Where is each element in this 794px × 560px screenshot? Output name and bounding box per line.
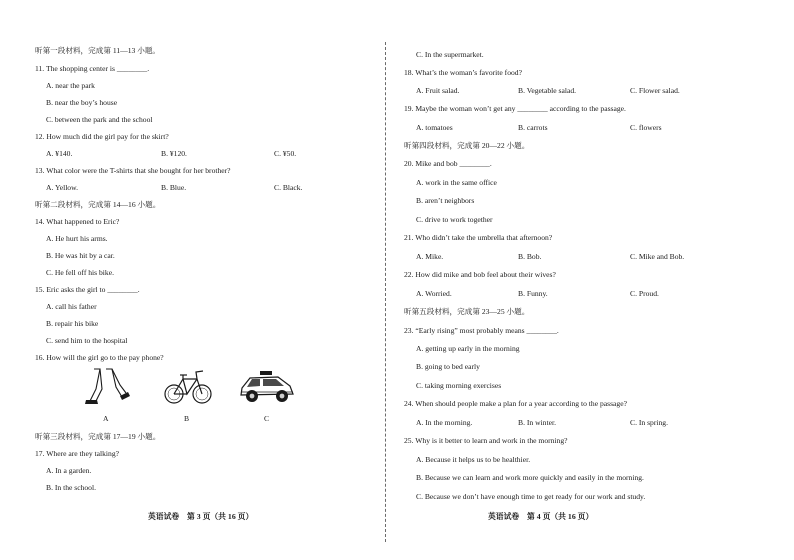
section-2-instruction: 听第二段材料，完成第 14—16 小题。	[35, 200, 161, 209]
question-18-option-c: C. Flower salad.	[630, 86, 680, 95]
question-24-stem: 24. When should people make a plan for a year according to the passage?	[404, 399, 627, 408]
question-13-option-b: B. Blue.	[161, 183, 187, 192]
question-23-option-c: C. taking morning exercises	[416, 381, 502, 390]
question-23-option-a: A. getting up early in the morning	[416, 344, 520, 353]
question-19-stem: 19. Maybe the woman won’t get any ________ according to the passage.	[404, 104, 626, 113]
section-3-instruction: 听第三段材料，完成第 17—19 小题。	[35, 432, 161, 441]
question-15-option-a: A. call his father	[46, 302, 97, 311]
question-22-option-b: B. Funny.	[518, 289, 548, 298]
picture-label-a: A	[103, 414, 109, 423]
question-23-option-b: B. going to bed early	[416, 362, 480, 371]
section-1-instruction: 听第一段材料，完成第 11—13 小题。	[35, 46, 161, 55]
question-22-stem: 22. How did mike and bob feel about their wives?	[404, 270, 556, 279]
question-25-option-a: A. Because it helps us to be healthier.	[416, 455, 531, 464]
question-17-option-a: A. In a garden.	[46, 466, 92, 475]
question-22-option-a: A. Worried.	[416, 289, 452, 298]
question-21-option-c: C. Mike and Bob.	[630, 252, 685, 261]
question-14-option-c: C. He fell off his bike.	[46, 268, 114, 277]
question-12-stem: 12. How much did the girl pay for the skirt?	[35, 132, 169, 141]
right-page-footer: 英语试卷 第 4 页（共 16 页）	[488, 512, 594, 521]
question-24-option-a: A. In the morning.	[416, 418, 473, 427]
question-23-stem: 23. “Early rising” most probably means ________.	[404, 326, 559, 335]
question-19-option-c: C. flowers	[630, 123, 662, 132]
question-17-option-b: B. In the school.	[46, 483, 96, 492]
right-page-column	[387, 0, 794, 560]
picture-label-c: C	[264, 414, 270, 423]
question-18-stem: 18. What’s the woman’s favorite food?	[404, 68, 522, 77]
left-page-footer: 英语试卷 第 3 页（共 16 页）	[148, 512, 254, 521]
question-21-stem: 21. Who didn’t take the umbrella that afternoon?	[404, 233, 553, 242]
question-12-option-a: A. ¥140.	[46, 149, 73, 158]
question-25-option-b: B. Because we can learn and work more quickly and easily in the morning.	[416, 473, 644, 482]
walking-legs-picture	[80, 367, 132, 409]
question-15-option-b: B. repair his bike	[46, 319, 99, 328]
question-24-option-c: C. In spring.	[630, 418, 668, 427]
question-13-stem: 13. What color were the T-shirts that she bought for her brother?	[35, 166, 231, 175]
question-18-option-a: A. Fruit salad.	[416, 86, 460, 95]
question-21-option-b: B. Bob.	[518, 252, 542, 261]
page-divider	[385, 42, 386, 542]
question-17-option-c: C. In the supermarket.	[416, 50, 484, 59]
question-20-option-a: A. work in the same office	[416, 178, 497, 187]
picture-label-b: B	[184, 414, 190, 423]
question-18-option-b: B. Vegetable salad.	[518, 86, 577, 95]
section-4-instruction: 听第四段材料，完成第 20—22 小题。	[404, 141, 530, 150]
question-24-option-b: B. In winter.	[518, 418, 556, 427]
question-11-option-b: B. near the boy’s house	[46, 98, 118, 107]
question-12-option-b: B. ¥120.	[161, 149, 187, 158]
question-14-stem: 14. What happened to Eric?	[35, 217, 120, 226]
bicycle-picture	[163, 367, 213, 407]
question-20-stem: 20. Mike and bob ________.	[404, 159, 492, 168]
question-15-option-c: C. send him to the hospital	[46, 336, 128, 345]
question-11-option-a: A. near the park	[46, 81, 95, 90]
question-14-option-b: B. He was hit by a car.	[46, 251, 115, 260]
question-19-option-b: B. carrots	[518, 123, 548, 132]
question-13-option-c: C. Black.	[274, 183, 303, 192]
question-22-option-c: C. Proud.	[630, 289, 659, 298]
question-11-stem: 11. The shopping center is ________.	[35, 64, 150, 73]
question-17-stem: 17. Where are they talking?	[35, 449, 119, 458]
question-21-option-a: A. Mike.	[416, 252, 444, 261]
taxi-car-picture	[238, 368, 296, 406]
question-15-stem: 15. Eric asks the girl to ________.	[35, 285, 140, 294]
question-16-stem: 16. How will the girl go to the pay phone?	[35, 353, 164, 362]
left-page-column	[0, 0, 386, 560]
section-5-instruction: 听第五段材料，完成第 23—25 小题。	[404, 307, 530, 316]
question-20-option-c: C. drive to work together	[416, 215, 493, 224]
question-11-option-c: C. between the park and the school	[46, 115, 153, 124]
question-20-option-b: B. aren’t neighbors	[416, 196, 475, 205]
question-13-option-a: A. Yellow.	[46, 183, 78, 192]
question-12-option-c: C. ¥50.	[274, 149, 297, 158]
question-19-option-a: A. tomatoes	[416, 123, 453, 132]
question-25-option-c: C. Because we don’t have enough time to get ready for our work and study.	[416, 492, 646, 501]
question-25-stem: 25. Why is it better to learn and work in the morning?	[404, 436, 568, 445]
question-14-option-a: A. He hurt his arms.	[46, 234, 108, 243]
